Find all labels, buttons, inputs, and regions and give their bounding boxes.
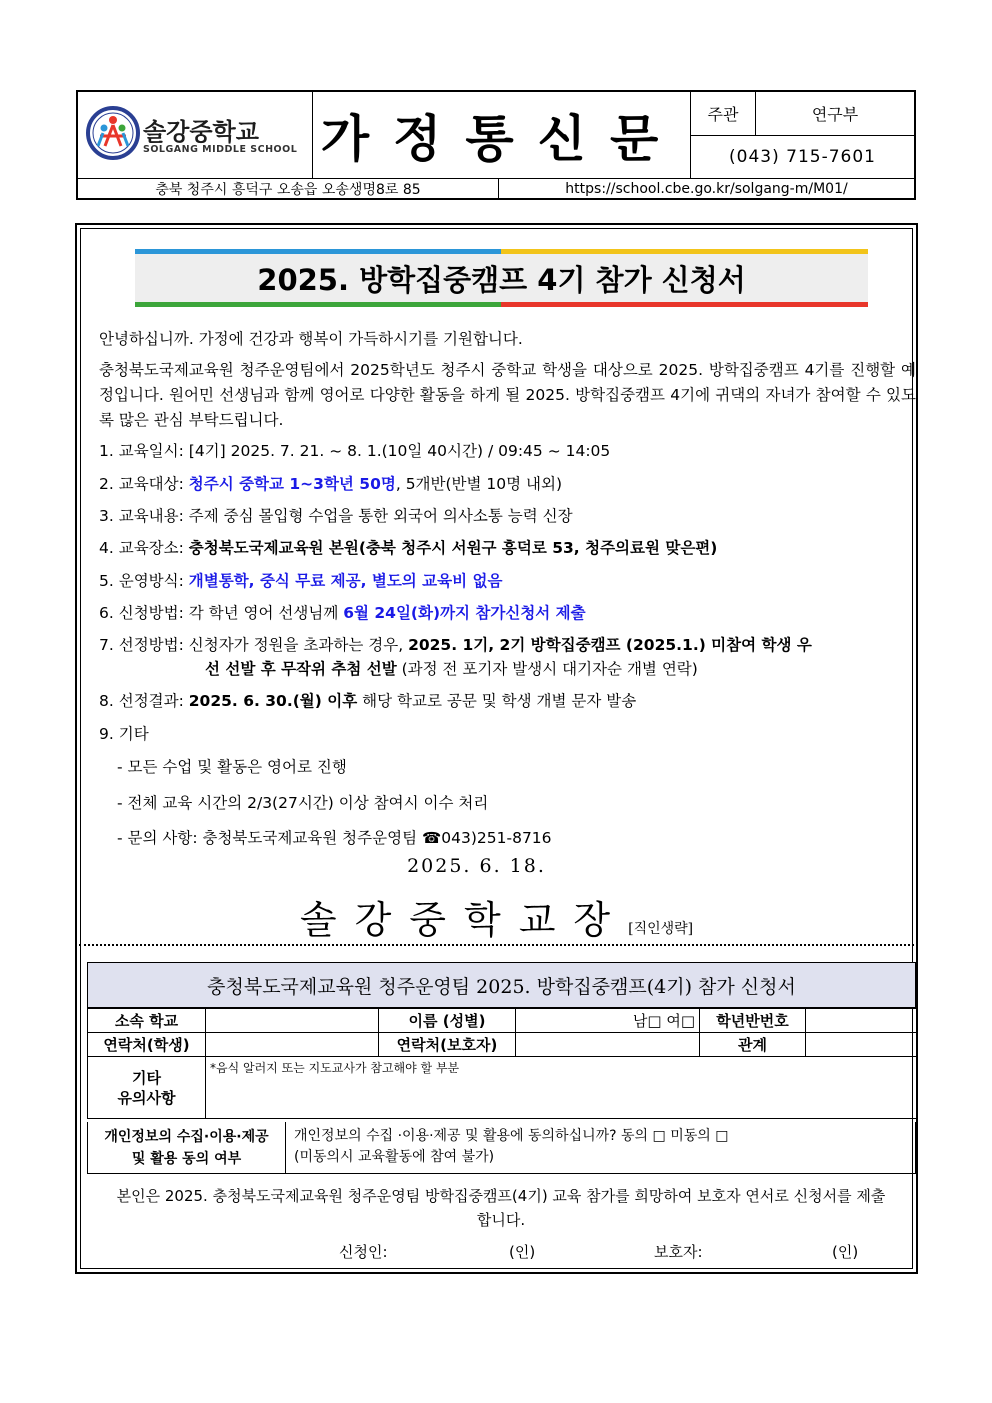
student-contact-field[interactable] <box>206 1033 379 1057</box>
note-label-line: 유의사항 <box>117 1088 176 1107</box>
school-phone: (043) 715-7601 <box>729 147 876 167</box>
item-education-target <box>99 472 562 496</box>
etc-note: - 모든 수업 및 활동은 영어로 진행 <box>117 758 347 776</box>
guardian-label: 보호자: <box>654 1243 703 1261</box>
item-highlight: 6월 24일(화)까지 참가신청서 제출 <box>343 604 586 622</box>
note-label <box>88 1057 206 1119</box>
item-application-method <box>99 601 586 625</box>
item-label: 4. 교육장소: <box>99 539 189 557</box>
item-selection-method-cont <box>205 657 698 681</box>
privacy-label-line: 개인정보의 수집·이용·제공 <box>104 1128 269 1145</box>
banner-stripe-red <box>501 302 868 307</box>
table-row <box>88 1057 917 1119</box>
note-label-line: 기타 <box>132 1068 161 1087</box>
item-highlight: 개별통학, 중식 무료 제공, 별도의 교육비 없음 <box>188 572 503 590</box>
etc-note: - 전체 교육 시간의 2/3(27시간) 이상 참여시 이수 처리 <box>117 794 489 812</box>
item-selection-result <box>99 689 636 713</box>
name-gender-field[interactable] <box>516 1009 700 1033</box>
principal-signature <box>81 889 912 944</box>
application-form-title: 충청북도국제교육원 청주운영팀 2025. 방학집중캠프(4기) 참가 신청서 <box>87 962 916 1008</box>
item-text: 각 학년 영어 선생님께 <box>188 604 344 622</box>
item-text: 해당 학교로 공문 및 학생 개별 문자 발송 <box>357 692 637 710</box>
item-label: 9. 기타 <box>99 725 149 743</box>
item-bold: 2025. 6. 30.(월) 이후 <box>188 692 358 710</box>
table-row <box>88 1009 917 1033</box>
application-form-table <box>87 1008 917 1119</box>
note-hint: *음식 알러지 또는 지도교사가 참고해야 할 부분 <box>210 1061 460 1075</box>
item-label: 3. 교육내용: <box>99 507 189 525</box>
item-text: (과정 전 포기자 발생시 대기자순 개별 연락) <box>396 660 698 678</box>
privacy-consent-text <box>294 1126 728 1168</box>
item-label: 2. 교육대상: <box>99 475 189 493</box>
school-name-english: SOLGANG MIDDLE SCHOOL <box>143 144 298 155</box>
item-label: 7. 선정방법: <box>99 636 189 654</box>
principal-name: 솔강중학교장 <box>299 898 629 942</box>
privacy-consent-label <box>88 1122 286 1173</box>
title-banner <box>135 249 868 307</box>
item-text: 주제 중심 몰입형 수업을 통한 외국어 의사소통 능력 신장 <box>188 507 573 525</box>
item-text: , 5개반(반별 10명 내외) <box>395 475 563 493</box>
item-etc <box>99 722 149 746</box>
privacy-question[interactable]: 개인정보의 수집 ·이용·제공 및 활용에 동의하십니까? 동의 □ 미동의 □ <box>294 1128 729 1144</box>
class-number-label: 학년반번호 <box>700 1009 806 1033</box>
parent-contact-label: 연락처(보호자) <box>379 1033 516 1057</box>
privacy-label-line: 및 활용 동의 여부 <box>131 1150 242 1167</box>
name-label: 이름 (성별) <box>379 1009 516 1033</box>
note-field[interactable] <box>206 1057 917 1119</box>
guardian-seal[interactable]: (인) <box>832 1243 859 1261</box>
table-row <box>88 1033 917 1057</box>
banner-stripe-green <box>135 302 501 307</box>
school-logo-cell <box>78 92 313 178</box>
privacy-note: (미동의시 교육활동에 참여 불가) <box>294 1149 495 1165</box>
school-field[interactable] <box>206 1009 379 1033</box>
item-label: 6. 신청방법: <box>99 604 189 622</box>
form-main-title: 2025. 방학집중캠프 4기 참가 신청서 <box>257 262 746 297</box>
school-label: 소속 학교 <box>88 1009 206 1033</box>
item-operation-method <box>99 569 502 593</box>
item-label: 1. 교육일시: <box>99 442 189 460</box>
parent-contact-field[interactable] <box>516 1033 700 1057</box>
item-label: 5. 운영방식: <box>99 572 189 590</box>
relation-field[interactable] <box>806 1033 917 1057</box>
relation-label: 관계 <box>700 1033 806 1057</box>
school-name: 솔강중학교 <box>143 118 259 146</box>
school-url[interactable]: https://school.cbe.go.kr/solgang-m/M01/ <box>499 178 914 198</box>
applicant-seal[interactable]: (인) <box>509 1243 536 1261</box>
class-number-field[interactable] <box>806 1009 917 1033</box>
item-education-place <box>99 536 717 560</box>
item-education-date <box>99 439 610 463</box>
newsletter-title: 가정통신문 <box>313 92 691 178</box>
document-inner-frame <box>80 228 916 1269</box>
item-bold: 2025. 1기, 2기 방학집중캠프 (2025.1.) 미참여 학생 우 <box>408 636 812 654</box>
newsletter-header <box>76 90 916 200</box>
organizer-value: 연구부 <box>756 92 914 136</box>
school-emblem-icon <box>86 106 140 160</box>
item-label: 8. 선정결과: <box>99 692 189 710</box>
item-text: 신청자가 정원을 초과하는 경우, <box>188 636 409 654</box>
application-statement: 본인은 2025. 충청북도국제교육원 청주운영팀 방학집중캠프(4기) 교육 참가를 희망하여 보호자 연서로 신청서를 제출합니다. <box>116 1187 886 1229</box>
gender-checkboxes[interactable]: 남□ 여□ <box>632 1012 695 1030</box>
greeting-text: 안녕하십니까. 가정에 건강과 행복이 가득하시기를 기원합니다. <box>99 330 523 348</box>
school-address: 충북 청주시 흥덕구 오송읍 오송생명8로 85 <box>78 178 499 198</box>
intro-text: 충청북도국제교육원 청주운영팀에서 2025학년도 청주시 중학교 학생을 대상으로 2025. 방학집중캠프 4기를 진행할 예정입니다. 원어민 선생님과 함께 영어로 다양한 활동을 하게 될 2025. 방학집중캠프 4기에 귀댁의 자녀가 참여할 수 있도록 많은 관심 부탁드립니다. <box>99 361 916 429</box>
document-frame <box>75 223 918 1274</box>
etc-note: - 문의 사항: 충청북도국제교육원 청주운영팀 ☎043)251-8716 <box>117 829 552 847</box>
issue-date: 2025. 6. 18. <box>407 855 546 877</box>
item-education-content <box>99 504 573 528</box>
item-text: [4기] 2025. 7. 21. ~ 8. 1.(10일 40시간) / 09:45 ~ 14:05 <box>188 442 611 460</box>
privacy-consent-row <box>87 1122 916 1174</box>
item-highlight: 청주시 중학교 1~3학년 50명 <box>188 475 396 493</box>
student-contact-label: 연락처(학생) <box>88 1033 206 1057</box>
seal-omitted: [직인생략] <box>628 921 694 937</box>
organizer-label: 주관 <box>691 92 756 136</box>
item-selection-method <box>99 633 812 657</box>
cut-line <box>79 944 918 946</box>
applicant-label: 신청인: <box>339 1243 388 1261</box>
item-bold: 충청북도국제교육원 본원(충북 청주시 서원구 흥덕로 53, 청주의료원 맞은편) <box>188 539 718 557</box>
item-bold: 선 선발 후 무작위 추첨 선발 <box>205 660 397 678</box>
